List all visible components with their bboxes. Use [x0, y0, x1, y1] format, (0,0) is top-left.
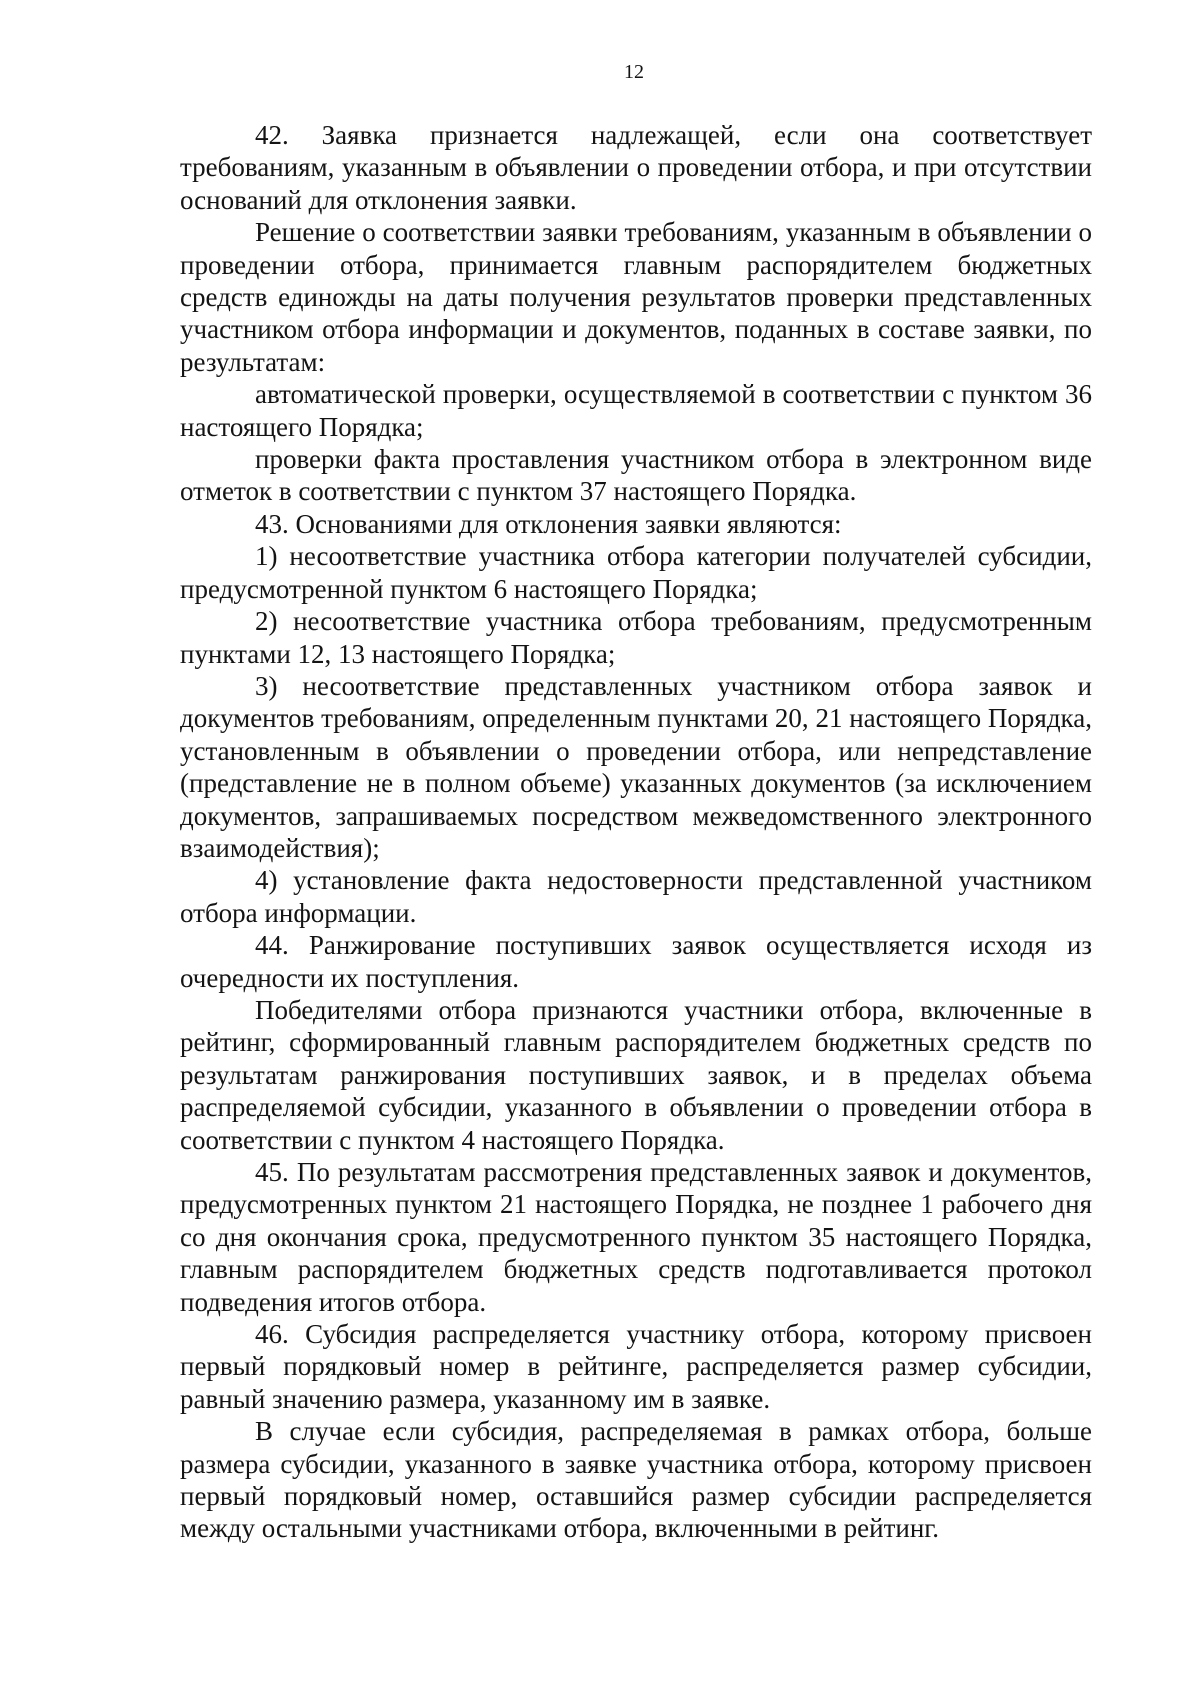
paragraph-marks-check: проверки факта проставления участником отбора в электронном виде отметок в соответствии с пунктом 37 настоящего Порядка. — [180, 444, 1092, 507]
paragraph-43-item-3: 3) несоответствие представленных участником отбора заявок и документов требованиям, определенным пунктами 20, 21 настоящего Порядка, установленным в объявлении о проведении отбора, или непредставление (представление не в полном объеме) указанных документов (за исключением документов, запрашиваемых посредством межведомственного электронного взаимодействия); — [180, 670, 1092, 863]
paragraph-winners: Победителями отбора признаются участники отбора, включенные в рейтинг, сформированный главным распорядителем бюджетных средств по результатам ранжирования поступивших заявок, и в пределах объема распределяемой субсидии, указанного в объявлении о проведении отбора в соответствии с пунктом 4 настоящего Порядка. — [180, 994, 1092, 1155]
paragraph-45: 45. По результатам рассмотрения представленных заявок и документов, предусмотренных пунктом 21 настоящего Порядка, не позднее 1 рабочего дня со дня окончания срока, предусмотренного пунктом 35 настоящего Порядка, главным распорядителем бюджетных средств подготавливается протокол подведения итогов отбора. — [180, 1157, 1092, 1317]
paragraph-43-item-4: 4) установление факта недостоверности представленной участником отбора информации. — [180, 865, 1092, 928]
paragraph-decision: Решение о соответствии заявки требованиям, указанным в объявлении о проведении отбора, принимается главным распорядителем бюджетных средств единожды на даты получения результатов проверки представленных участником отбора информации и документов, поданных в составе заявки, по результатам: — [180, 217, 1092, 377]
paragraph-43-item-2: 2) несоответствие участника отбора требованиям, предусмотренным пунктами 12, 13 настоящего Порядка; — [180, 606, 1092, 669]
paragraph-remaining-subsidy: В случае если субсидия, распределяемая в рамках отбора, больше размера субсидии, указанного в заявке участника отбора, которому присвоен первый порядковый номер, оставшийся размер субсидии распределяется между остальными участниками отбора, включенными в рейтинг. — [180, 1416, 1092, 1544]
paragraph-43: 43. Основаниями для отклонения заявки являются: — [255, 508, 842, 539]
document-body — [180, 119, 1092, 1545]
paragraph-44: 44. Ранжирование поступивших заявок осуществляется исходя из очередности их поступления. — [180, 930, 1092, 993]
paragraph-42: 42. Заявка признается надлежащей, если она соответствует требованиям, указанным в объявлении о проведении отбора, и при отсутствии оснований для отклонения заявки. — [180, 120, 1092, 215]
page-number: 12 — [624, 61, 644, 83]
paragraph-43-item-1: 1) несоответствие участника отбора категории получателей субсидии, предусмотренной пунктом 6 настоящего Порядка; — [180, 541, 1092, 604]
paragraph-46: 46. Субсидия распределяется участнику отбора, которому присвоен первый порядковый номер в рейтинге, распределяется размер субсидии, равный значению размера, указанному им в заявке. — [180, 1319, 1092, 1414]
paragraph-automatic-check: автоматической проверки, осуществляемой в соответствии с пунктом 36 настоящего Порядка; — [180, 379, 1092, 442]
